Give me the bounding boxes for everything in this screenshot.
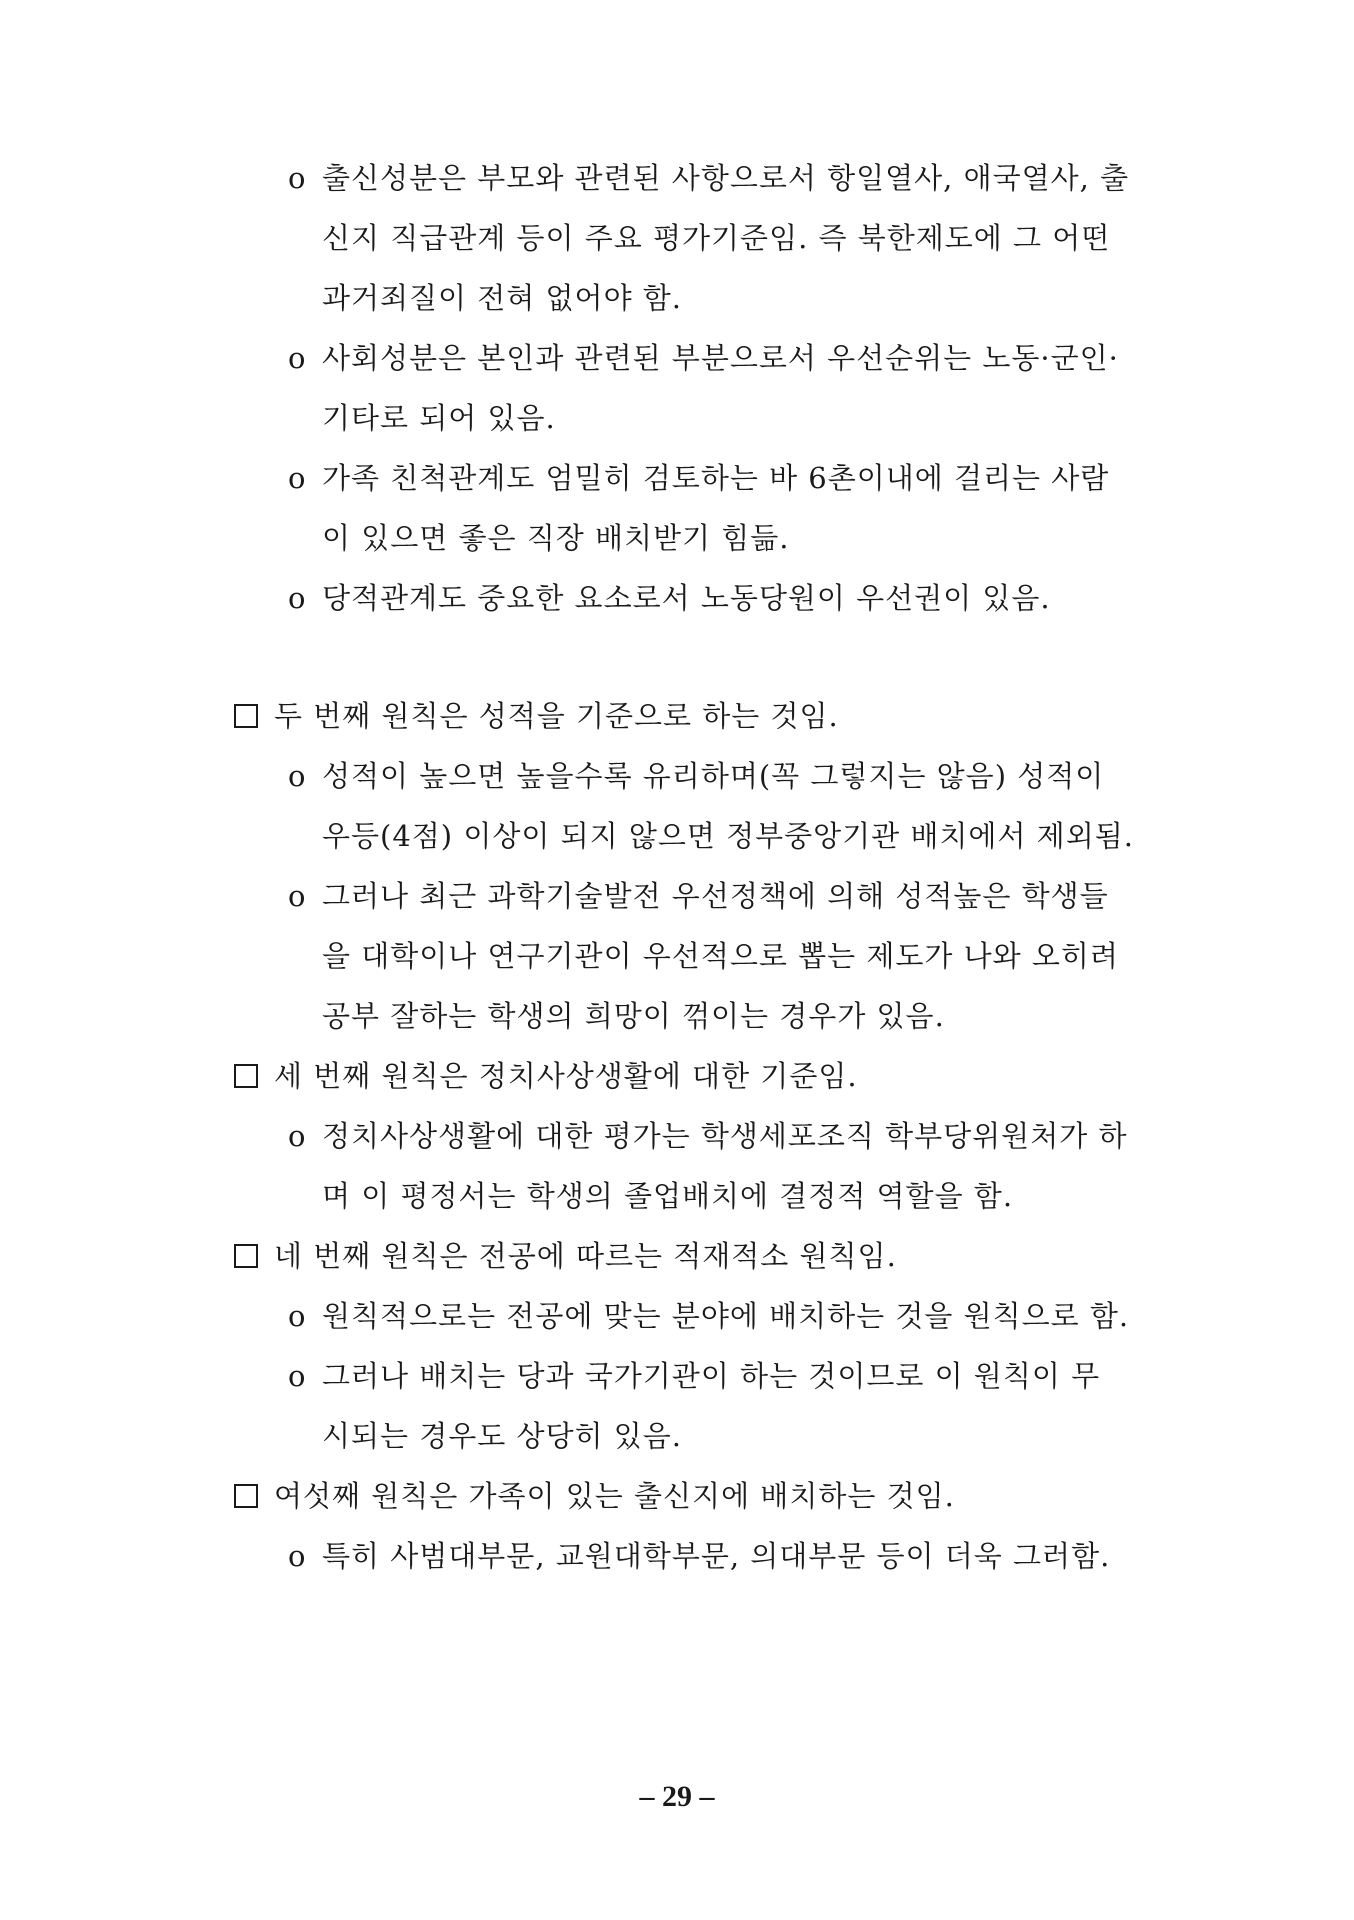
item-text: 우등(4점) 이상이 되지 않으면 정부중앙기관 배치에서 제외됨. — [322, 819, 1134, 853]
list-item-line — [322, 218, 1134, 258]
item-text: 특히 사범대부문, 교원대학부문, 의대부문 등이 더욱 그러함. — [322, 1539, 1111, 1573]
item-text: 사회성분은 본인과 관련된 부분으로서 우선순위는 노동·군인· — [322, 341, 1119, 375]
bullet-marker: o — [288, 1119, 307, 1153]
checkbox-square-icon — [234, 704, 258, 728]
section-heading — [274, 696, 839, 736]
list-item-line — [322, 278, 682, 318]
list-item-line — [288, 338, 1119, 378]
bullet-marker: o — [288, 1539, 307, 1573]
item-text: 그러나 배치는 당과 국가기관이 하는 것이므로 이 원칙이 무 — [322, 1359, 1101, 1393]
bullet-marker: o — [288, 461, 307, 495]
list-item-line — [322, 996, 945, 1036]
item-text: 기타로 되어 있음. — [322, 401, 556, 435]
item-text: 원칙적으로는 전공에 맞는 분야에 배치하는 것을 원칙으로 함. — [322, 1299, 1130, 1333]
page-number: – 29 – — [639, 1780, 715, 1813]
heading-text: 세 번째 원칙은 정치사상생활에 대한 기준임. — [274, 1059, 858, 1093]
list-item-line — [288, 1116, 1127, 1156]
list-item-line — [288, 876, 1109, 916]
checkbox-square-icon — [234, 1244, 258, 1268]
section-heading — [274, 1236, 897, 1276]
list-item-line — [288, 158, 1134, 198]
bullet-marker: o — [288, 581, 307, 615]
heading-text: 네 번째 원칙은 전공에 따르는 적재적소 원칙임. — [274, 1239, 897, 1273]
heading-text: 여섯째 원칙은 가족이 있는 출신지에 배치하는 것임. — [274, 1479, 955, 1513]
list-item-line — [288, 1356, 1100, 1396]
item-text: 을 대학이나 연구기관이 우선적으로 뽑는 제도가 나와 오히려 — [322, 939, 1119, 973]
bullet-marker: o — [288, 341, 307, 375]
item-text: 출신성분은 부모와 관련된 사항으로서 항일열사, 애국열사, 출 — [322, 161, 1130, 195]
item-text: 시되는 경우도 상당히 있음. — [322, 1419, 683, 1453]
list-item-line — [288, 458, 1109, 498]
bullet-marker: o — [288, 1359, 307, 1393]
item-text: 그러나 최근 과학기술발전 우선정책에 의해 성적높은 학생들 — [322, 879, 1109, 913]
bullet-marker: o — [288, 1299, 307, 1333]
item-text: 공부 잘하는 학생의 희망이 꺾이는 경우가 있음. — [322, 999, 945, 1033]
item-text: 당적관계도 중요한 요소로서 노동당원이 우선권이 있음. — [322, 581, 1051, 615]
section-heading — [274, 1476, 955, 1516]
list-item-line — [322, 398, 556, 438]
item-text: 가족 친척관계도 엄밀히 검토하는 바 6촌이내에 걸리는 사람 — [322, 461, 1110, 495]
item-text: 과거죄질이 전혀 없어야 함. — [322, 281, 683, 315]
item-text: 신지 직급관계 등이 주요 평가기준임. 즉 북한제도에 그 어떤 — [322, 221, 1111, 255]
list-item-line — [322, 1416, 682, 1456]
bullet-marker: o — [288, 161, 307, 195]
item-text: 며 이 평정서는 학생의 졸업배치에 결정적 역할을 함. — [322, 1179, 1014, 1213]
list-item-line — [288, 1296, 1129, 1336]
bullet-marker: o — [288, 879, 307, 913]
list-item-line — [322, 518, 790, 558]
list-item-line — [288, 578, 1051, 618]
list-item-line — [322, 816, 1134, 856]
checkbox-square-icon — [234, 1064, 258, 1088]
list-item-line — [322, 1176, 1013, 1216]
list-item-line — [288, 756, 1104, 796]
item-text: 정치사상생활에 대한 평가는 학생세포조직 학부당위원처가 하 — [322, 1119, 1128, 1153]
list-item-line — [288, 1536, 1110, 1576]
heading-text: 두 번째 원칙은 성적을 기준으로 하는 것임. — [274, 699, 839, 733]
item-text: 이 있으면 좋은 직장 배치받기 힘듦. — [322, 521, 790, 555]
bullet-marker: o — [288, 759, 307, 793]
checkbox-square-icon — [234, 1484, 258, 1508]
list-item-line — [322, 936, 1119, 976]
section-heading — [274, 1056, 858, 1096]
item-text: 성적이 높으면 높을수록 유리하며(꼭 그렇지는 않음) 성적이 — [322, 759, 1105, 793]
